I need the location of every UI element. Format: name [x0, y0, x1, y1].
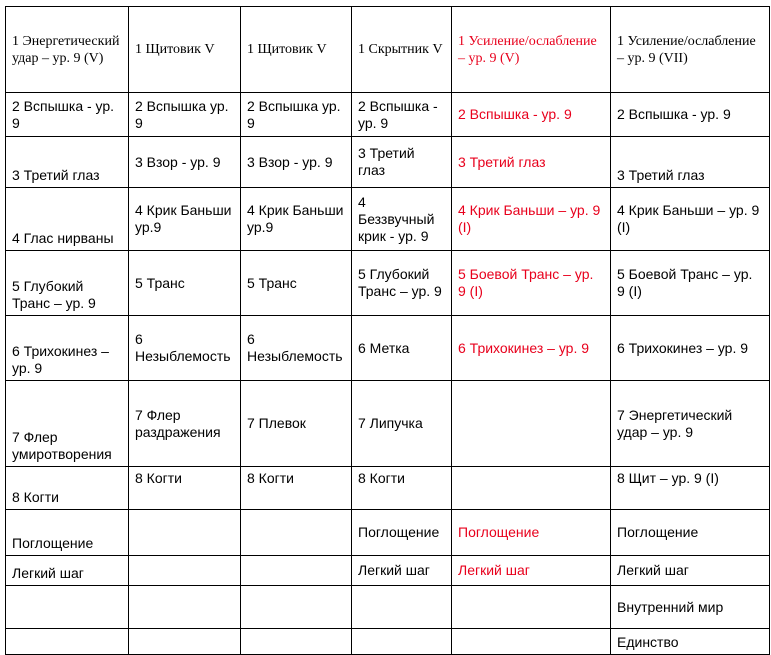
table-row-10	[6, 556, 770, 586]
cell-c6-r10: Легкий шаг	[611, 556, 770, 586]
table-row-5	[6, 251, 770, 316]
cell-c5-r2: 2 Вспышка - ур. 9	[452, 93, 611, 137]
table-row-header	[6, 7, 770, 93]
cell-c2-r6: 6 Незыблемость	[129, 316, 241, 381]
cell-c3-r12	[241, 629, 352, 655]
cell-c6-r5: 5 Боевой Транс – ур. 9 (I)	[611, 251, 770, 316]
cell-c3-r10	[241, 556, 352, 586]
cell-c1-r4: 4 Глас нирваны	[6, 188, 129, 251]
cell-c4-r8: 8 Когти	[352, 467, 452, 510]
cell-c3-r6: 6 Незыблемость	[241, 316, 352, 381]
cell-c6-r2: 2 Вспышка - ур. 9	[611, 93, 770, 137]
cell-c4-r7: 7 Липучка	[352, 381, 452, 467]
cell-c4-r9: Поглощение	[352, 510, 452, 556]
table-row-3	[6, 137, 770, 188]
cell-c1-r7: 7 Флер умиротворения	[6, 381, 129, 467]
cell-c6-r7: 7 Энергетический удар – ур. 9	[611, 381, 770, 467]
cell-c6-r6: 6 Трихокинез – ур. 9	[611, 316, 770, 381]
cell-c2-r7: 7 Флер раздражения	[129, 381, 241, 467]
cell-c3-r5: 5 Транс	[241, 251, 352, 316]
cell-c4-r11	[352, 586, 452, 629]
cell-c4-r4: 4 Беззвучный крик - ур. 9	[352, 188, 452, 251]
cell-c4-r6: 6 Метка	[352, 316, 452, 381]
cell-c6-r4: 4 Крик Баньши – ур. 9 (I)	[611, 188, 770, 251]
cell-c1-header: 1 Энергетический удар – ур. 9 (V)	[6, 7, 129, 93]
table-row-11	[6, 586, 770, 629]
cell-c1-r9: Поглощение	[6, 510, 129, 556]
cell-c2-r2: 2 Вспышка ур. 9	[129, 93, 241, 137]
cell-c4-r2: 2 Вспышка - ур. 9	[352, 93, 452, 137]
cell-c1-r12	[6, 629, 129, 655]
cell-c3-r4: 4 Крик Баньши ур.9	[241, 188, 352, 251]
cell-c5-r7	[452, 381, 611, 467]
table-row-7	[6, 381, 770, 467]
cell-c1-r2: 2 Вспышка - ур. 9	[6, 93, 129, 137]
cell-c1-r3: 3 Третий глаз	[6, 137, 129, 188]
cell-c5-r9: Поглощение	[452, 510, 611, 556]
cell-c2-r4: 4 Крик Баньши ур.9	[129, 188, 241, 251]
cell-c6-r9: Поглощение	[611, 510, 770, 556]
cell-c2-r10	[129, 556, 241, 586]
cell-c1-r10: Легкий шаг	[6, 556, 129, 586]
table-row-6	[6, 316, 770, 381]
cell-c5-r12	[452, 629, 611, 655]
table-row-2	[6, 93, 770, 137]
cell-c2-r5: 5 Транс	[129, 251, 241, 316]
cell-c3-r11	[241, 586, 352, 629]
cell-c6-r11: Внутренний мир	[611, 586, 770, 629]
cell-c6-r12: Единство	[611, 629, 770, 655]
table-row-4	[6, 188, 770, 251]
cell-c2-r12	[129, 629, 241, 655]
skills-table	[5, 6, 770, 655]
cell-c4-r10: Легкий шаг	[352, 556, 452, 586]
cell-c5-r10: Легкий шаг	[452, 556, 611, 586]
cell-c3-r7: 7 Плевок	[241, 381, 352, 467]
cell-c3-r9	[241, 510, 352, 556]
cell-c5-r6: 6 Трихокинез – ур. 9	[452, 316, 611, 381]
cell-c6-r3: 3 Третий глаз	[611, 137, 770, 188]
table-row-12	[6, 629, 770, 655]
cell-c3-r8: 8 Когти	[241, 467, 352, 510]
cell-c2-r11	[129, 586, 241, 629]
cell-c3-r2: 2 Вспышка ур. 9	[241, 93, 352, 137]
cell-c2-header: 1 Щитовик V	[129, 7, 241, 93]
cell-c6-r8: 8 Щит – ур. 9 (I)	[611, 467, 770, 510]
table-row-9	[6, 510, 770, 556]
cell-c1-r5: 5 Глубокий Транс – ур. 9	[6, 251, 129, 316]
cell-c5-r5: 5 Боевой Транс – ур. 9 (I)	[452, 251, 611, 316]
cell-c5-header: 1 Усиление/ослабление – ур. 9 (V)	[452, 7, 611, 93]
cell-c2-r3: 3 Взор - ур. 9	[129, 137, 241, 188]
cell-c1-r6: 6 Трихокинез – ур. 9	[6, 316, 129, 381]
table-row-8	[6, 467, 770, 510]
cell-c5-r3: 3 Третий глаз	[452, 137, 611, 188]
cell-c4-header: 1 Скрытник V	[352, 7, 452, 93]
cell-c4-r3: 3 Третий глаз	[352, 137, 452, 188]
cell-c5-r11	[452, 586, 611, 629]
cell-c5-r4: 4 Крик Баньши – ур. 9 (I)	[452, 188, 611, 251]
cell-c1-r11	[6, 586, 129, 629]
cell-c6-header: 1 Усиление/ослабление – ур. 9 (VII)	[611, 7, 770, 93]
cell-c1-r8: 8 Когти	[6, 467, 129, 510]
cell-c4-r12	[352, 629, 452, 655]
cell-c2-r8: 8 Когти	[129, 467, 241, 510]
cell-c4-r5: 5 Глубокий Транс – ур. 9	[352, 251, 452, 316]
cell-c3-r3: 3 Взор - ур. 9	[241, 137, 352, 188]
cell-c5-r8	[452, 467, 611, 510]
cell-c3-header: 1 Щитовик V	[241, 7, 352, 93]
cell-c2-r9	[129, 510, 241, 556]
